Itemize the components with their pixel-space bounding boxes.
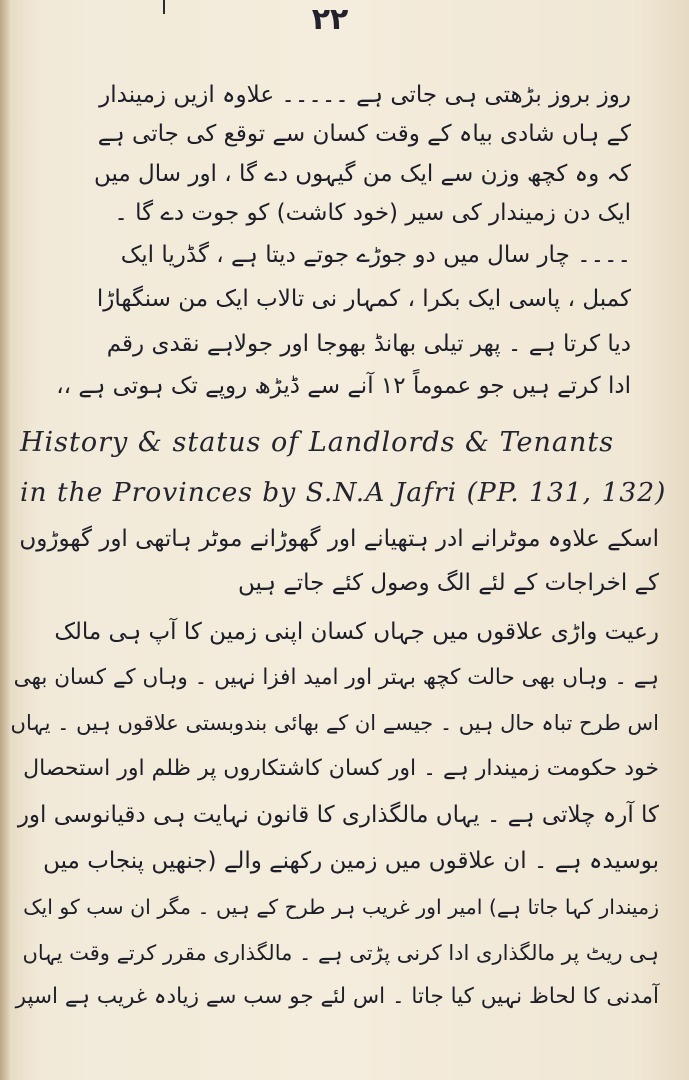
quote-line: روز بروز بڑھتی ہی جاتی ہے ۔۔۔۔۔ علاوہ ازیں زمیندار bbox=[99, 82, 631, 108]
body-line: زمیندار کہا جاتا ہے) امیر اور غریب ہر طرح کے ہیں ۔ مگر ان سب کو ایک bbox=[23, 895, 659, 919]
body-line: کا آرہ چلاتی ہے ۔ یہاں مالگذاری کا قانون نہایت ہی دقیانوسی اور bbox=[17, 802, 659, 828]
body-line: اسکے علاوہ موٹرانے ادر ہتھیانے اور گھوڑانے موٹر ہاتھی اور گھوڑوں bbox=[19, 526, 659, 552]
body-line: آمدنی کا لحاظ نہیں کیا جاتا ۔ اس لئے جو سب سے زیادہ غریب ہے اسپر bbox=[15, 984, 659, 1009]
body-line: خود حکومت زمیندار ہے ۔ اور کسان کاشتکاروں پر ظلم اور استحصال bbox=[23, 756, 659, 781]
quote-line: دیا کرتا ہے ۔ پھر تیلی بھانڈ بھوجا اور جولاہے نقدی رقم bbox=[106, 331, 631, 357]
page-edge bbox=[0, 0, 10, 1080]
quote-line: کمبل ، پاسی ایک بکرا ، کمہار نی تالاب ایک من سنگھاڑا bbox=[96, 286, 631, 312]
body-line: ہی ریٹ پر مالگذاری ادا کرنی پڑتی ہے ۔ مالگذاری مقرر کرتے وقت یہاں bbox=[22, 941, 659, 965]
body-line: کے اخراجات کے لئے الگ وصول کئے جاتے ہیں bbox=[238, 570, 659, 596]
body-line: ہے ۔ وہاں بھی حالت کچھ بہتر اور امید افزا نہیں ۔ وہاں کے کسان بھی bbox=[13, 665, 659, 690]
body-line: رعیت واڑی علاقوں میں جہاں کسان اپنی زمین کا آپ ہی مالک bbox=[54, 619, 659, 645]
body-line: بوسیدہ ہے ۔ ان علاقوں میں زمین رکھنے والے (جنھیں پنجاب میں bbox=[43, 848, 659, 874]
quote-line: کے ہاں شادی بیاہ کے وقت کسان سے توقع کی جاتی ہے bbox=[97, 121, 631, 147]
quote-line: ادا کرتے ہیں جو عموماً ۱۲ آنے سے ڈیڑھ روپے تک ہوتی ہے ،، bbox=[56, 373, 631, 399]
body-line: اس طرح تباہ حال ہیں ۔ جیسے ان کے بھائی بندوبستی علاقوں ہیں ۔ یہاں bbox=[10, 711, 659, 735]
page-number: ۲۲ bbox=[311, 2, 349, 37]
citation-line: in the Provinces by S.N.A Jafri (PP. 131, 132) bbox=[20, 477, 667, 508]
quote-line: کہ وہ کچھ وزن سے ایک من گیہوں دے گا ، اور سال میں bbox=[93, 161, 631, 187]
quote-line: ایک دن زمیندار کی سیر (خود کاشت) کو جوت دے گا ۔ bbox=[114, 200, 631, 226]
quote-line: ۔۔۔۔ چار سال میں دو جوڑے جوتے دیتا ہے ، گڈریا ایک bbox=[120, 242, 631, 268]
citation-line: History & status of Landlords & Tenants bbox=[20, 427, 615, 458]
margin-mark bbox=[163, 0, 165, 14]
